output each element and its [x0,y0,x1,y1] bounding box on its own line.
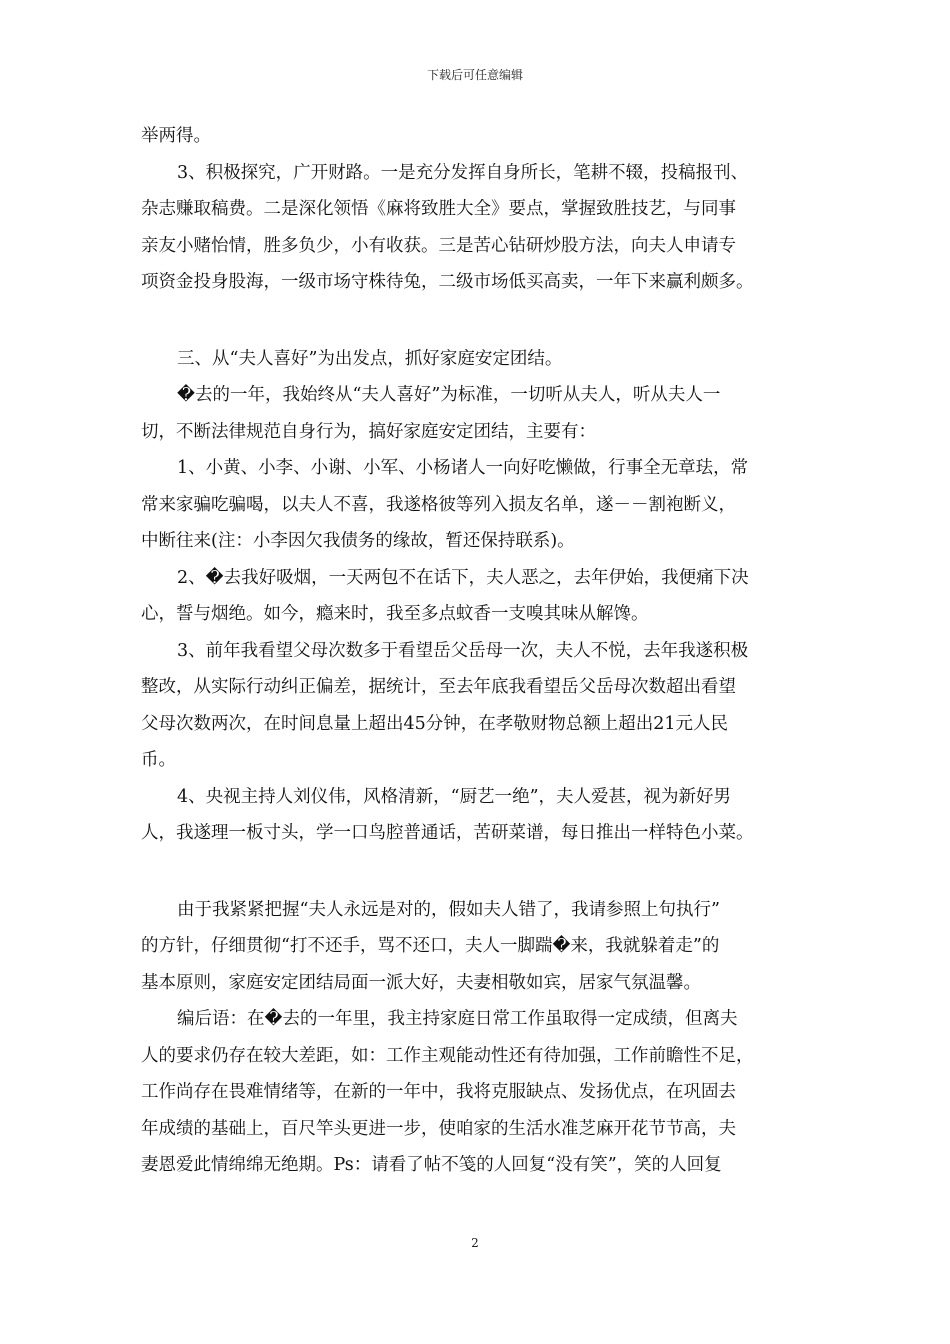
body-line: 工作尚存在畏难情绪等，在新的一年中，我将克服缺点、发扬优点，在巩固去 [141,1082,736,1102]
document-body [141,118,821,1184]
body-line: 2、�去我好吸烟，一天两包不在话下，夫人恶之，去年伊始，我便痛下决 [177,567,749,588]
section-heading: 三、从“夫人喜好”为出发点，抓好家庭安定团结。 [177,348,563,369]
body-line: 编后语：在�去的一年里，我主持家庭日常工作虽取得一定成绩，但离夫 [177,1009,738,1029]
body-line: 年成绩的基础上，百尺竿头更进一步，使咱家的生活水准芝麻开花节节高，夫 [141,1118,736,1139]
body-line: 币。 [141,750,176,770]
body-line: 中断往来(注：小李因欠我债务的缘故，暂还保持联系)。 [141,531,575,551]
paragraph-gap [141,852,821,892]
body-line: 整改，从实际行动纠正偏差，据统计，至去年底我看望岳父岳母次数超出看望 [141,677,736,697]
body-line: 3、积极探究，广开财路。一是充分发挥自身所长，笔耕不辍，投稿报刊、 [177,162,749,183]
body-line: 1、小黄、小李、小谢、小军、小杨诸人一向好吃懒做，行事全无章珐，常 [177,458,749,478]
body-line: 3、前年我看望父母次数多于看望岳父岳母一次，夫人不悦，去年我遂积极 [177,640,749,661]
body-line: 亲友小赌怡情，胜多负少，小有收获。三是苦心钻研炒股方法，向夫人申请专 [141,235,736,256]
body-line: 项资金投身股海，一级市场守株待兔，二级市场低买高卖，一年下来赢利颇多。 [141,272,754,292]
body-line: 由于我紧紧把握“夫人永远是对的，假如夫人错了，我请参照上句执行” [177,899,720,920]
paragraph-gap [141,301,821,341]
body-line: 基本原则，家庭安定团结局面一派大好，夫妻相敬如宾，居家气氛温馨。 [141,972,701,993]
body-line: 举两得。 [141,126,211,146]
body-line: 的方针，仔细贯彻“打不还手，骂不还口，夫人一脚踹�来，我就躲着走”的 [141,936,720,956]
body-line: 常来家骗吃骗喝，以夫人不喜，我遂格彼等列入损友名单，遂－－割袍断义， [141,494,736,515]
body-line: 切，不断法律规范自身行为，搞好家庭安定团结，主要有： [141,421,596,442]
body-line: 父母次数两次，在时间息量上超出45分钟，在孝敬财物总额上超出21元人民 [141,713,729,734]
body-line: 杂志赚取稿费。二是深化领悟《麻将致胜大全》要点，掌握致胜技艺，与同事 [141,199,736,219]
page-header: 下载后可任意编辑 [426,68,523,82]
page-number: 2 [471,1236,479,1250]
body-line: 人的要求仍存在较大差距，如：工作主观能动性还有待加强，工作前瞻性不足， [141,1045,754,1066]
body-line: 妻恩爱此情绵绵无绝期。Ps：请看了帖不笺的人回复“没有笑”，笑的人回复 [141,1155,722,1175]
body-line: 心，誓与烟绝。如今，瘾来时，我至多点蚊香一支嗅其味从解馋。 [141,604,649,624]
body-line: 人，我遂理一板寸头，学一口鸟腔普通话，苦研菜谱，每日推出一样特色小菜。 [141,823,754,843]
body-line: �去的一年，我始终从“夫人喜好”为标准，一切听从夫人，听从夫人一 [177,385,721,405]
body-line: 4、央视主持人刘仪伟，风格清新，“厨艺一绝”，夫人爱甚，视为新好男 [177,786,732,807]
